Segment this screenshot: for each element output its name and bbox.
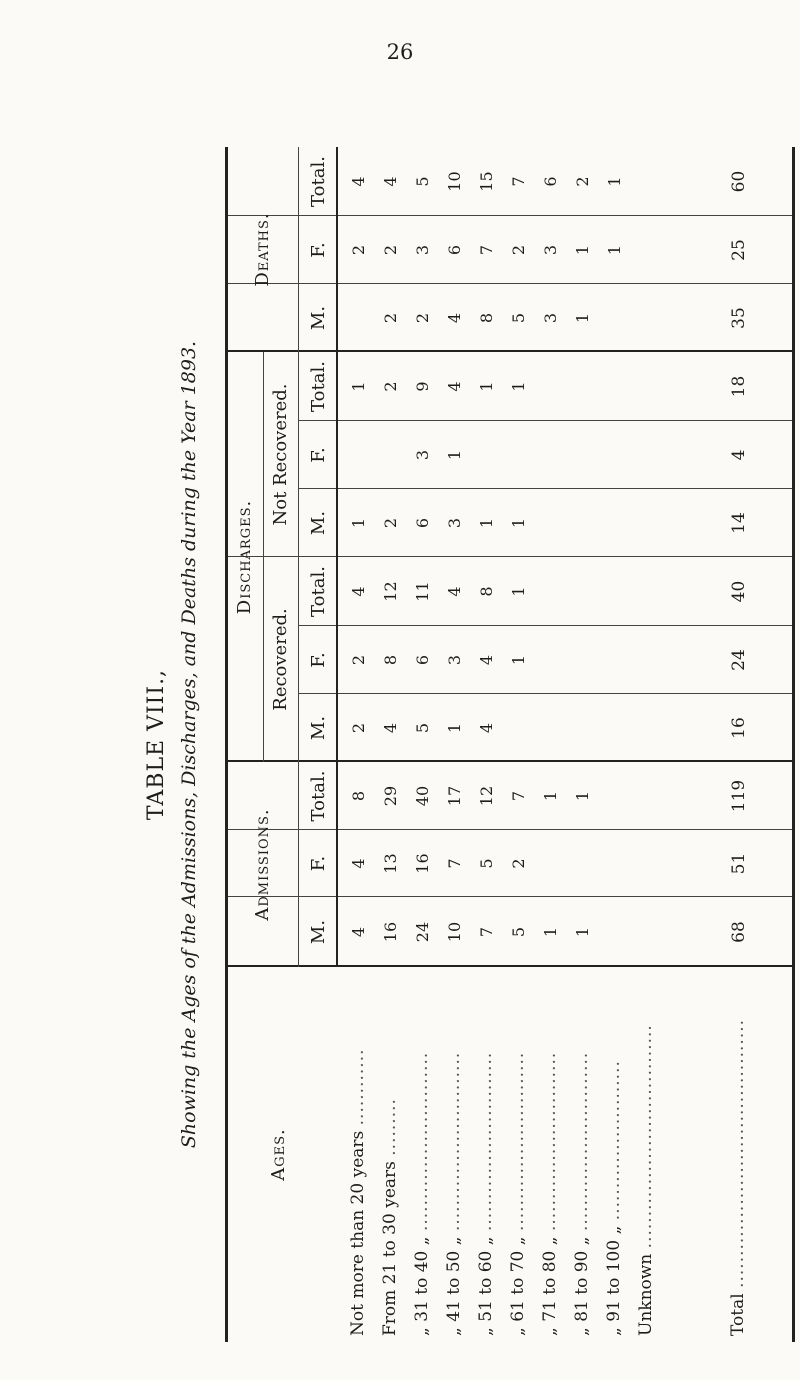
- header-admissions: Admissions.: [252, 808, 273, 921]
- cell-deaths-total: 2: [573, 176, 592, 187]
- cell-deaths-total: 1: [605, 176, 624, 187]
- cell-deaths-m: 35: [729, 307, 749, 329]
- cell-not-recovered-f: 3: [413, 449, 432, 461]
- cell-deaths-total: 60: [729, 170, 749, 193]
- cell-recovered-m: 4: [477, 722, 496, 734]
- cell-deaths-total: 15: [477, 171, 496, 192]
- cell-admissions-total: 7: [509, 790, 528, 802]
- age-label: From 21 to 30 years .........: [380, 1098, 400, 1336]
- cell-not-recovered-m: 1: [349, 517, 368, 529]
- cell-recovered-total: 8: [477, 586, 496, 597]
- cell-deaths-f: 6: [445, 244, 464, 256]
- cell-deaths-m: 3: [541, 312, 560, 324]
- age-label: „ 31 to 40 „ ............................: [412, 1051, 432, 1336]
- cell-recovered-f: 4: [477, 654, 496, 666]
- cell-deaths-f: 2: [349, 244, 368, 256]
- cell-deaths-total: 5: [413, 176, 432, 187]
- header-recovered-f: F.: [308, 652, 329, 668]
- cell-recovered-total: 4: [445, 586, 464, 597]
- cell-deaths-f: 3: [541, 244, 560, 256]
- cell-admissions-m: 1: [573, 926, 592, 938]
- cell-admissions-total: 40: [413, 785, 432, 807]
- cell-deaths-m: 2: [381, 312, 400, 324]
- page-number: 26: [386, 40, 414, 64]
- header-deaths-f: F.: [308, 242, 329, 258]
- cell-recovered-m: 5: [413, 722, 432, 734]
- cell-recovered-f: 24: [729, 649, 749, 671]
- cell-not-recovered-m: 2: [381, 517, 400, 529]
- cell-admissions-f: 7: [445, 858, 464, 869]
- cell-admissions-m: 24: [413, 921, 432, 943]
- cell-deaths-m: 5: [509, 312, 528, 324]
- age-label: „ 51 to 60 „ ............................: [476, 1051, 496, 1336]
- cell-recovered-total: 1: [509, 586, 528, 597]
- rotated-table-sheet: [140, 147, 795, 1342]
- cell-recovered-m: 2: [349, 722, 368, 734]
- cell-deaths-m: 2: [413, 312, 432, 324]
- header-not-recovered-m: M.: [308, 510, 329, 536]
- cell-admissions-m: 16: [381, 921, 400, 943]
- cell-not-recovered-m: 3: [445, 517, 464, 529]
- cell-admissions-m: 4: [349, 926, 368, 938]
- cell-not-recovered-f: 1: [445, 449, 464, 461]
- header-admissions-f: F.: [308, 855, 329, 872]
- cell-deaths-m: 8: [477, 312, 496, 324]
- cell-recovered-f: 8: [381, 654, 400, 666]
- cell-admissions-total: 119: [729, 779, 749, 813]
- cell-not-recovered-total: 18: [729, 375, 749, 398]
- cell-deaths-total: 4: [349, 176, 368, 187]
- cell-deaths-f: 1: [573, 244, 592, 256]
- cell-recovered-f: 1: [509, 654, 528, 666]
- col-divider: [298, 625, 792, 626]
- cell-not-recovered-m: 1: [509, 517, 528, 529]
- age-label: „ 91 to 100 „ .........................: [604, 1060, 624, 1336]
- cell-admissions-m: 1: [541, 926, 560, 938]
- cell-recovered-f: 2: [349, 654, 368, 666]
- rule-discharges: [263, 352, 264, 762]
- age-label: „ 81 to 90 „ ............................: [572, 1051, 592, 1336]
- col-divider: [298, 420, 792, 421]
- cell-not-recovered-total: 1: [509, 381, 528, 392]
- cell-deaths-total: 7: [509, 176, 528, 187]
- cell-admissions-total: 1: [573, 790, 592, 802]
- header-discharges: Discharges.: [234, 499, 255, 615]
- cell-admissions-total: 1: [541, 790, 560, 802]
- header-not-recovered-f: F.: [308, 447, 329, 463]
- cell-not-recovered-total: 9: [413, 381, 432, 392]
- table-subtitle: Showing the Ages of the Admissions, Discharges, and Deaths during the Year 1893.: [178, 340, 200, 1149]
- header-recovered-total: Total.: [308, 566, 329, 617]
- cell-deaths-f: 2: [509, 244, 528, 256]
- cell-admissions-m: 68: [729, 921, 749, 943]
- cell-admissions-total: 12: [477, 785, 496, 807]
- age-total-label: Total ..........................................: [728, 1018, 748, 1336]
- cell-admissions-total: 29: [381, 785, 400, 807]
- col-divider: [298, 693, 792, 694]
- col-divider: [298, 488, 792, 489]
- age-label: „ 61 to 70 „ ............................: [508, 1051, 528, 1336]
- cell-admissions-m: 7: [477, 926, 496, 938]
- cell-deaths-total: 4: [381, 176, 400, 187]
- rule-header-bottom: [336, 147, 338, 967]
- cell-recovered-total: 40: [729, 580, 749, 603]
- cell-admissions-total: 17: [445, 785, 464, 807]
- cell-not-recovered-m: 14: [729, 512, 749, 534]
- cell-recovered-f: 6: [413, 654, 432, 666]
- rule-recovered: [298, 352, 299, 762]
- cell-not-recovered-total: 1: [477, 381, 496, 392]
- cell-not-recovered-total: 4: [445, 381, 464, 392]
- age-label: „ 41 to 50 „ ............................: [444, 1051, 464, 1336]
- cell-not-recovered-m: 6: [413, 517, 432, 529]
- cell-recovered-m: 16: [729, 717, 749, 739]
- header-ages: Ages.: [268, 1128, 289, 1181]
- cell-deaths-f: 3: [413, 244, 432, 256]
- cell-admissions-f: 4: [349, 858, 368, 869]
- cell-deaths-f: 7: [477, 244, 496, 256]
- cell-deaths-m: 4: [445, 312, 464, 324]
- header-recovered: Recovered.: [270, 608, 291, 711]
- cell-admissions-m: 5: [509, 926, 528, 938]
- cell-admissions-total: 8: [349, 790, 368, 802]
- cell-recovered-f: 3: [445, 654, 464, 666]
- cell-admissions-f: 2: [509, 858, 528, 869]
- cell-not-recovered-total: 2: [381, 381, 400, 392]
- header-deaths: Deaths.: [252, 212, 273, 287]
- cell-deaths-total: 6: [541, 176, 560, 187]
- cell-admissions-f: 16: [413, 853, 432, 874]
- age-label: Unknown ...................................: [636, 1024, 656, 1336]
- cell-admissions-f: 13: [381, 853, 400, 874]
- age-label: „ 71 to 80 „ ............................: [540, 1051, 560, 1336]
- header-deaths-total: Total.: [308, 156, 329, 207]
- cell-recovered-total: 12: [381, 581, 400, 602]
- cell-deaths-f: 1: [605, 244, 624, 256]
- cell-not-recovered-m: 1: [477, 517, 496, 529]
- ages-table: [225, 147, 795, 1342]
- cell-recovered-total: 4: [349, 586, 368, 597]
- rule-deaths: [298, 147, 299, 352]
- cell-recovered-total: 11: [413, 581, 432, 602]
- header-admissions-total: Total.: [308, 770, 329, 822]
- header-deaths-m: M.: [308, 305, 329, 331]
- rule-admissions: [298, 762, 299, 967]
- cell-deaths-total: 10: [445, 171, 464, 192]
- header-not-recovered: Not Recovered.: [270, 383, 291, 526]
- cell-deaths-f: 2: [381, 244, 400, 256]
- header-admissions-m: M.: [308, 919, 329, 945]
- cell-not-recovered-total: 1: [349, 381, 368, 392]
- cell-deaths-m: 1: [573, 312, 592, 324]
- cell-not-recovered-f: 4: [729, 449, 749, 461]
- header-not-recovered-total: Total.: [308, 361, 329, 412]
- table-title: TABLE VIII.,: [144, 668, 169, 821]
- header-recovered-m: M.: [308, 715, 329, 741]
- cell-deaths-f: 25: [729, 239, 749, 261]
- cell-recovered-m: 1: [445, 722, 464, 734]
- cell-admissions-f: 51: [729, 852, 749, 875]
- cell-admissions-m: 10: [445, 921, 464, 943]
- age-label: Not more than 20 years ............: [348, 1048, 368, 1336]
- cell-recovered-m: 4: [381, 722, 400, 734]
- cell-admissions-f: 5: [477, 858, 496, 869]
